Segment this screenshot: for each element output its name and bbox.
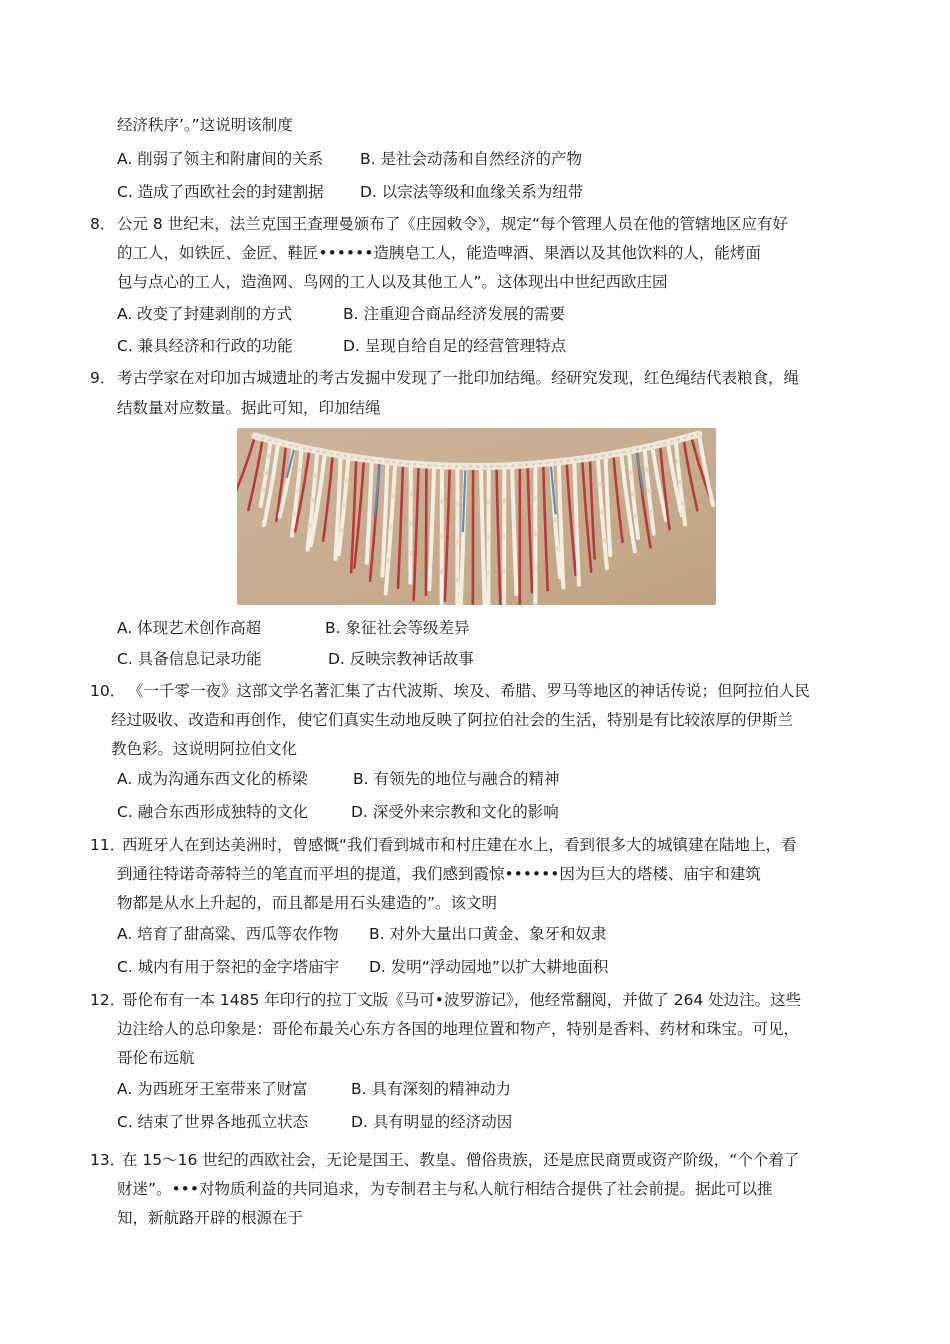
quipu-knot [455,578,460,583]
quipu-knot [629,470,634,475]
q13-stem-line: 知，新航路开辟的根源在于 [117,1209,304,1227]
quipu-knot [455,502,460,507]
quipu-knot [408,491,413,496]
quipu-knot [261,487,266,492]
q11-option-c[interactable]: C. 城内有用于祭祀的金字塔庙宇 [117,958,340,976]
q10-stem-line: 经过吸收、改造和再创作，使它们真实生动地反映了阿拉伯社会的生活，特别是有比较浓厚的伊斯兰 [111,711,794,729]
q12-number: 12． [90,991,126,1009]
quipu-knot [553,518,558,523]
quipu-knot [292,511,297,516]
q7-option-a[interactable]: A. 削弱了领主和附庸间的关系 [117,150,324,168]
q9-stem-line: 考古学家在对印加古城遗址的考古发掘中发现了一批印加结绳。经研究发现，红色绳结代表粮食，绳 [117,369,800,387]
q10-option-b[interactable]: B. 有领先的地位与融合的精神 [353,770,560,788]
quipu-knot [344,479,349,484]
q9-stem-line: 结数量对应数量。据此可知，印加结绳 [117,399,381,417]
quipu-knot [455,540,460,545]
quipu-knot [408,551,413,556]
quipu-knot [600,510,605,515]
quipu-photo [237,428,716,605]
quipu-knot [386,558,391,563]
q9-option-a[interactable]: A. 体现艺术创作高超 [117,619,262,637]
quipu-knot [390,493,395,498]
q10-number: 10． [90,682,126,700]
quipu-knot [631,492,636,497]
q10-stem-line: 教色彩。这说明阿拉伯文化 [111,740,298,758]
q11-number: 11． [90,836,126,854]
quipu-knot [676,459,681,464]
q8-option-b[interactable]: B. 注重迎合商品经济发展的需要 [343,305,565,323]
q13-stem-line: 财迷”。•••对物质利益的共同追求，为专制君主与私人航行相结合提供了社会前提。据此可以推 [117,1180,773,1198]
q8-stem-line: 公元 8 世纪末，法兰克国王查理曼颁布了《庄园敕令》，规定“每个管理人员在他的管辖地区应有好 [117,215,788,233]
q10-option-d[interactable]: D. 深受外来宗教和文化的影响 [351,803,559,821]
q9-option-b[interactable]: B. 象征社会等级差异 [325,619,470,637]
q9-option-d[interactable]: D. 反映宗教神话故事 [328,650,474,668]
quipu-knot [266,454,271,459]
quipu-knot [649,510,654,515]
q12-option-c[interactable]: C. 结束了世界各地孤立状态 [117,1113,309,1131]
quipu-knot [294,489,299,494]
q13-stem-line: 在 15～16 世纪的西欧社会，无论是国王、教皇、僧俗贵族，还是庶民商贾或资产阶级，“个个着了 [122,1151,800,1169]
quipu-knot [339,527,344,532]
quipu-knot [408,521,413,526]
q8-stem-line: 包与点心的工人，造渔网、鸟网的工人以及其他工人”。这体现出中世纪西欧庄园 [117,273,668,291]
quipu-knot [533,566,538,571]
quipu-knot [633,514,638,519]
quipu-knot [310,498,315,503]
q12-option-b[interactable]: B. 具有深刻的精神动力 [351,1080,511,1098]
q13-number: 13． [90,1151,126,1169]
quipu-knot [502,499,507,504]
q7-option-b[interactable]: B. 是社会动荡和自然经济的产物 [360,150,582,168]
q10-stem-line: 《一千零一夜》这部文学名著汇集了古代波斯、埃及、希腊、罗马等地区的神话传说；但阿拉伯人民 [128,682,811,700]
quipu-knot [486,570,491,575]
q12-option-a[interactable]: A. 为西班牙王室带来了财富 [117,1080,308,1098]
q12-stem-line: 哥伦布有一本 1485 年印行的拉丁文版《马可•波罗游记》，他经常翻阅，并做了 264 处边注。这些 [122,991,802,1009]
quipu-knot [678,480,683,485]
q10-option-a[interactable]: A. 成为沟通东西文化的桥梁 [117,770,308,788]
quipu-knot [439,499,444,504]
q12-option-d[interactable]: D. 具有明显的经济动因 [351,1113,513,1131]
quipu-knot [533,531,538,536]
quipu-knot [312,473,317,478]
q9-option-c[interactable]: C. 具备信息记录功能 [117,650,262,668]
q8-number: 8． [90,215,116,233]
q11-option-a[interactable]: A. 培育了甜高粱、西瓜等农作物 [117,925,339,943]
q12-stem-line: 边注给人的总印象是：哥伦布最关心东方各国的地理位置和物产，特别是香料、药材和珠宝。可见， [117,1020,800,1038]
q11-option-d[interactable]: D. 发明“浮动园地”以扩大耕地面积 [369,958,609,976]
quipu-knot [533,496,538,501]
q12-stem-line: 哥伦布远航 [117,1049,195,1067]
quipu-knot [439,569,444,574]
quipu-knot [486,535,491,540]
quipu-knot [297,467,302,472]
quipu-knot [502,534,507,539]
q7-stem-tail: 经济秩序’。”这说明该制度 [117,116,293,134]
quipu-knot [486,499,491,504]
quipu-knot [680,501,685,506]
quipu-knot [439,534,444,539]
quipu-knot [602,538,607,543]
q7-option-d[interactable]: D. 以宗法等级和血缘关系为纽带 [360,183,584,201]
q11-option-b[interactable]: B. 对外大量出口黄金、象牙和奴隶 [369,925,607,943]
quipu-knot [388,526,393,531]
q8-option-a[interactable]: A. 改变了封建剥削的方式 [117,305,293,323]
quipu-knot [555,546,560,551]
q8-stem-line: 的工人，如铁匠、金匠、鞋匠••••••造胰皂工人，能造啤酒、果酒以及其他饮料的人，能烤面 [117,244,761,262]
q9-number: 9． [90,369,116,387]
q7-option-c[interactable]: C. 造成了西欧社会的封建割据 [117,183,324,201]
quipu-knot [502,569,507,574]
q11-stem-line: 物都是从水上升起的，而且都是用石头建造的”。该文明 [117,894,498,912]
quipu-knot [644,467,649,472]
quipu-knot [598,482,603,487]
q8-option-c[interactable]: C. 兼具经济和行政的功能 [117,337,293,355]
q10-option-c[interactable]: C. 融合东西形成独特的文化 [117,803,309,821]
q8-option-d[interactable]: D. 呈现自给自足的经营管理特点 [343,337,567,355]
quipu-knot [263,471,268,476]
q11-stem-line: 到通往特诺奇蒂特兰的笔直而平坦的提道，我们感到霞惊••••••因为巨大的塔楼、庙宇和建筑 [117,865,761,883]
quipu-knot [647,488,652,493]
q11-stem-line: 西班牙人在到达美洲时，曾感慨“我们看到城市和村庄建在水上，看到很多大的城镇建在陆地上，看 [122,836,797,854]
quipu-knot [308,523,313,528]
quipu-knot [341,503,346,508]
